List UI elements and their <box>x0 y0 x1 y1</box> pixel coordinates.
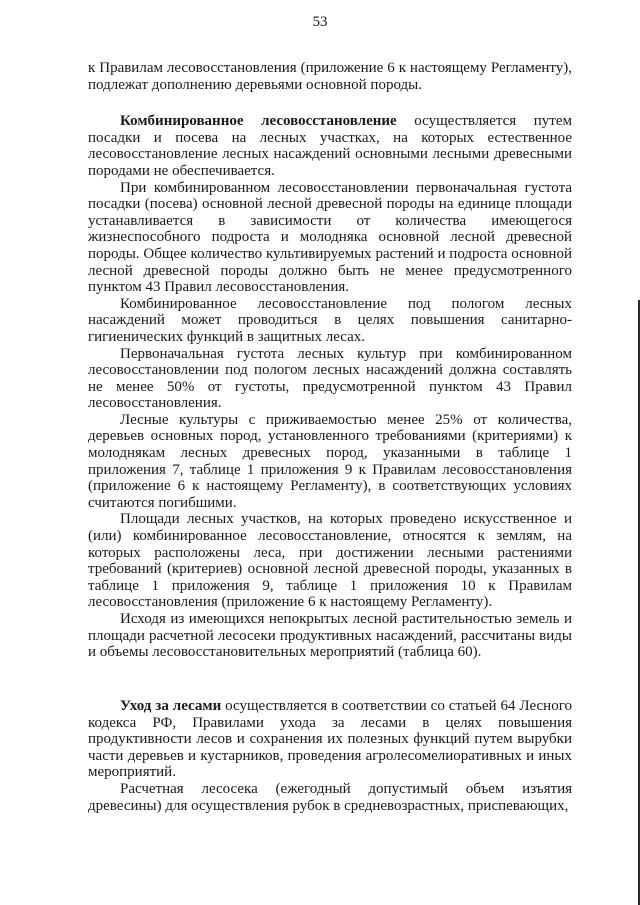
paragraph-5: Первоначальная густота лесных культур при комбинированном лесовосстановлении под пологом лесных насаждений должна составлять не менее 50% от густоты, предусмотренной пунктом 43 Правил лесовосстановления. <box>88 345 572 412</box>
paragraph-1: к Правилам лесовосстановления (приложение 6 к настоящему Регламенту), подлежат дополнению деревьями основной породы. <box>88 60 572 93</box>
paragraph-3: При комбинированном лесовосстановлении первоначальная густота посадки (посева) основной лесной древесной породы на единице площади устанавливается в зависимости от количества имеющегося жизнеспособного подроста и молодняка основной лесной древесной породы. Общее количество культивируемых растений и подроста основной лесной древесной породы должно быть не менее предусмотренного пунктом 43 Правил лесовосстановления. <box>88 179 572 296</box>
paragraph-4: Комбинированное лесовосстановление под пологом лесных насаждений может проводиться в целях повышения санитарно-гигиенических функций в защитных лесах. <box>88 295 572 345</box>
paragraph-2: Комбинированное лесовосстановление осуществляется путем посадки и посева на лесных участках, на которых естественное лесовосстановление лесных насаждений основными лесными древесными породами не обеспечивается. <box>88 113 572 179</box>
paragraph-8: Исходя из имеющихся непокрытых лесной растительностью земель и площади расчетной лесосеки продуктивных насаждений, рассчитаны виды и объемы лесовосстановительных мероприятий (таблица 60). <box>88 611 572 661</box>
paragraph-7: Площади лесных участков, на которых проведено искусственное и (или) комбинированное лесовосстановление, относятся к землям, на которых расположены леса, при достижении лесными растениями требований (критериев) основной лесной древесной породы, указанных в таблице 1 приложения 9, таблице 1 приложения 10 к Правилам лесовосстановления (приложение 6 к настоящему Регламенту). <box>88 511 572 611</box>
term-combined-reforestation: Комбинированное лесовосстановление <box>120 113 397 130</box>
page-body-bottom <box>88 698 572 814</box>
paragraph-10: Расчетная лесосека (ежегодный допустимый объем изъятия древесины) для осуществления рубок в средневозрастных, приспевающих, <box>88 780 572 814</box>
term-forest-care: Уход за лесами <box>120 698 222 714</box>
paragraph-9: Уход за лесами осуществляется в соответствии со статьей 64 Лесного кодекса РФ, Правилами ухода за лесами в целях повышения продуктивности лесов и сохранения их полезных функций путем вырубки части деревьев и кустарников, проведения агролесомелиоративных и иных мероприятий. <box>88 698 572 781</box>
paragraph-6: Лесные культуры с приживаемостью менее 25% от количества, деревьев основных пород, установленного требованиями (критериями) к молоднякам лесных древесных пород, указанными в таблице 1 приложения 7, таблице 1 приложения 9 к Правилам лесовосстановления (приложение 6 к настоящему Регламенту), в соответствующих условиях считаются погибшими. <box>88 411 572 511</box>
page-body-top <box>88 60 572 661</box>
page-number: 53 <box>312 14 328 30</box>
